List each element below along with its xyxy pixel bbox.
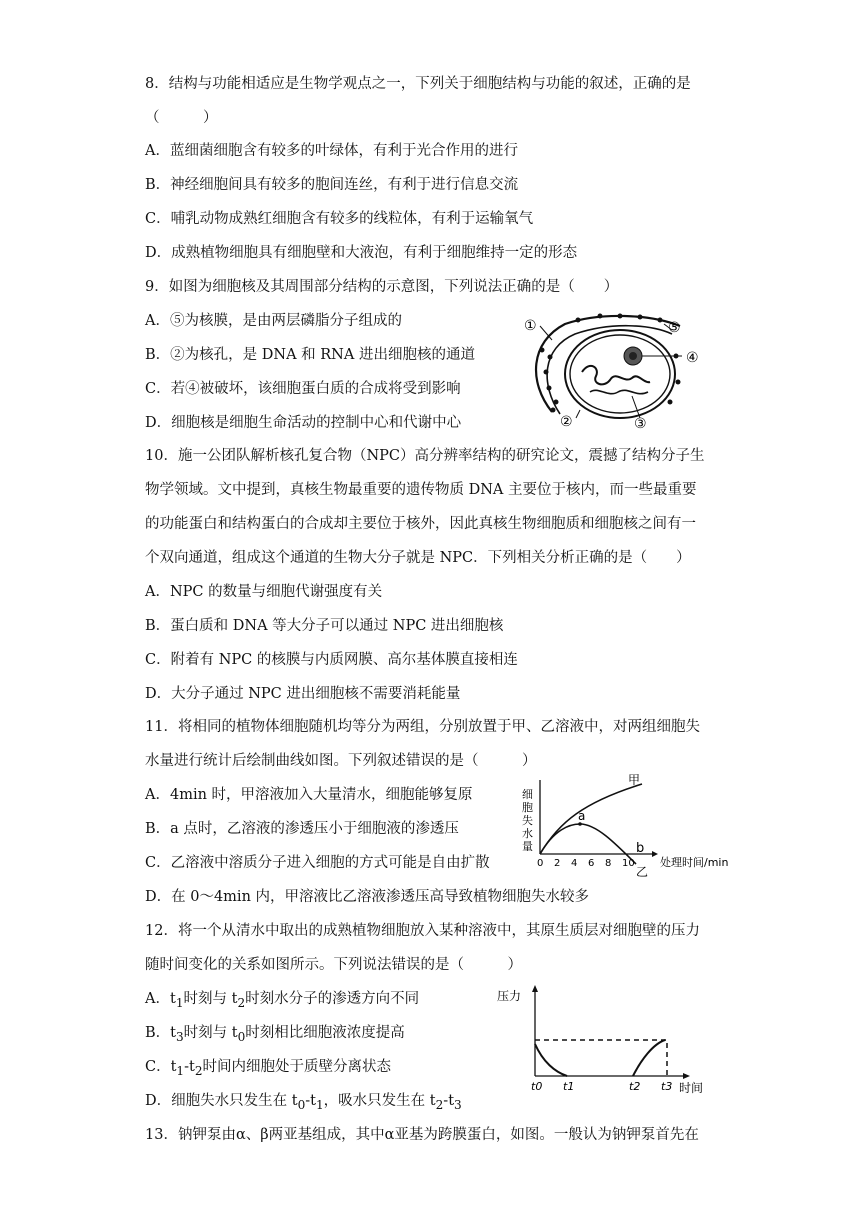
q9-option-b: B．②为核孔，是 DNA 和 RNA 进出细胞核的通道 [145,347,475,363]
q11-option-c: C．乙溶液中溶质分子进入细胞的方式可能是自由扩散 [145,855,490,871]
q13-stem-1: 13．钠钾泵由α、β两亚基组成，其中α亚基为跨膜蛋白，如图。一般认为钠钾泵首先在 [145,1127,699,1143]
chart11-ylabel-5: 量 [522,840,533,853]
series-jia-label: 甲 [628,773,641,787]
tick-t1: t1 [563,1080,575,1093]
pressure-chart [495,982,715,1098]
q8-option-d: D．成熟植物细胞具有细胞壁和大液泡，有利于细胞维持一定的形态 [145,245,578,261]
q10-option-c: C．附着有 NPC 的核膜与内质网膜、高尔基体膜直接相连 [145,652,518,668]
tick-0: 0 [537,858,544,869]
chart12-xlabel: 时间 [679,1081,704,1095]
point-b-label: b [636,841,645,856]
q9-option-a: A．⑤为核膜，是由两层磷脂分子组成的 [145,313,402,329]
q9-option-c: C．若④被破坏，该细胞蛋白质的合成将受到影响 [145,381,461,397]
tick-t0: t0 [531,1080,543,1093]
point-a-label: a [578,809,586,823]
diagram-label-2: ② [560,414,573,430]
q8-option-a: A．蓝细菌细胞含有较多的叶绿体，有利于光合作用的进行 [145,143,518,159]
diagram-label-4: ④ [686,350,699,366]
chart12-ylabel: 压力 [497,989,522,1003]
q11-stem-2: 水量进行统计后绘制曲线如图。下列叙述错误的是（ ） [145,753,537,769]
q10-stem-1: 10．施一公团队解析核孔复合物（NPC）高分辨率结构的研究论文，震撼了结构分子生 [145,448,705,464]
q11-stem-1: 11．将相同的植物体细胞随机均等分为两组，分别放置于甲、乙溶液中，对两组细胞失 [145,719,700,735]
q10-option-a: A．NPC 的数量与细胞代谢强度有关 [145,584,383,600]
q11-option-b: B．a 点时，乙溶液的渗透压小于细胞液的渗透压 [145,821,459,837]
q12-option-a: A．$t_1$时刻与 $t_2$时刻水分子的渗透方向不同 [145,991,420,1010]
pressure-drop-curve [535,1044,567,1076]
q12-stem-2: 随时间变化的关系如图所示。下列说法错误的是（ ） [145,957,522,973]
q12-option-c: C．$t_1-t_2$时间内细胞处于质壁分离状态 [145,1059,392,1078]
chart11-ylabel-1: 细 [522,788,533,801]
q8-option-c: C．哺乳动物成熟红细胞含有较多的线粒体，有利于运输氧气 [145,211,534,227]
nucleus-diagram [520,312,720,432]
q10-stem-2: 物学领域。文中提到，真核生物最重要的遗传物质 DNA 主要位于核内，而一些最重要 [145,482,697,498]
diagram-label-5: ⑤ [668,320,681,336]
series-yi-label: 乙 [636,865,649,879]
q11-option-d: D．在 0～4min 内，甲溶液比乙溶液渗透压高导致植物细胞失水较多 [145,889,590,905]
tick-t3: t3 [661,1080,673,1093]
q9-stem: 9．如图为细胞核及其周围部分结构的示意图，下列说法正确的是（ ） [145,279,619,295]
diagram-label-3: ③ [634,416,647,432]
tick-6: 6 [588,858,595,869]
q8-stem: 8．结构与功能相适应是生物学观点之一，下列关于细胞结构与功能的叙述，正确的是 [145,76,691,92]
q10-stem-3: 的功能蛋白和结构蛋白的合成却主要位于核外，因此真核生物细胞质和细胞核之间有一 [145,516,696,532]
chart11-ylabel-4: 水 [522,827,533,840]
q10-option-b: B．蛋白质和 DNA 等大分子可以通过 NPC 进出细胞核 [145,618,504,634]
q10-stem-4: 个双向通道，组成这个通道的生物大分子就是 NPC．下列相关分析正确的是（ ） [145,550,691,566]
tick-8: 8 [605,858,612,869]
q12-option-d: D．细胞失水只发生在 $t_0-t_1$，吸水只发生在 $t_2-t_3$ [145,1093,462,1112]
tick-10: 10 [622,858,635,869]
pressure-rise-curve [633,1040,665,1076]
chart11-ylabel-2: 胞 [522,801,533,814]
q8-option-b: B．神经细胞间具有较多的胞间连丝，有利于进行信息交流 [145,177,519,193]
q12-stem-1: 12．将一个从清水中取出的成熟植物细胞放入某种溶液中，其原生质层对细胞壁的压力 [145,923,700,939]
tick-4: 4 [571,858,578,869]
q10-option-d: D．大分子通过 NPC 进出细胞核不需要消耗能量 [145,686,461,702]
tick-2: 2 [554,858,561,869]
q12-option-b: B．$t_3$时刻与 $t_0$时刻相比细胞液浓度提高 [145,1025,405,1044]
chart11-xlabel: 处理时间/min [660,856,729,869]
series-jia-line [540,784,645,856]
q8-stem-bracket: （ ） [145,110,218,126]
chart11-ylabel-3: 失 [522,814,533,827]
tick-t2: t2 [629,1080,641,1093]
q9-option-d: D．细胞核是细胞生命活动的控制中心和代谢中心 [145,415,462,431]
diagram-label-1: ① [524,318,537,334]
q11-option-a: A．4min 时，甲溶液加入大量清水，细胞能够复原 [145,787,473,803]
water-loss-chart [514,772,734,880]
